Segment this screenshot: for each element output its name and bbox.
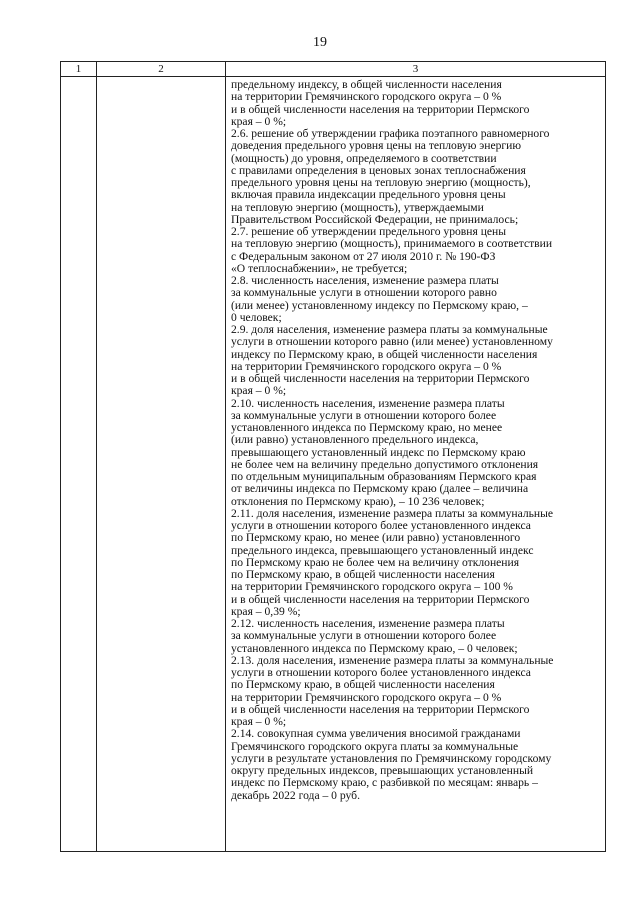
column-header-1: 1 — [61, 62, 97, 77]
text-line: (или менее) установленному индексу по Пермскому краю, – — [231, 298, 528, 312]
text-line: не более чем на величину предельно допустимого отклонения — [231, 457, 539, 471]
column-header-2: 2 — [97, 62, 226, 77]
text-line: края – 0 %; — [231, 715, 287, 728]
text-line: края – 0 %; — [231, 384, 287, 398]
text-line: за коммунальные услуги в отношении которого равно — [231, 286, 497, 300]
text-line: на территории Гремячинского городского округа – 0 % — [231, 90, 502, 104]
text-line: по отдельным муниципальным образованиям Пермского края — [231, 470, 537, 483]
table-body-row — [61, 77, 606, 852]
text-line: по Пермскому краю, но менее (или равно) установленного — [231, 531, 521, 545]
text-line: на территории Гремячинского городского округа – 0 % — [231, 359, 502, 373]
text-line: 2.6. решение об утверждении графика поэтапного равномерного — [231, 127, 550, 140]
text-line: по Пермскому краю, в общей численности населения — [231, 568, 495, 581]
text-line: индекс по Пермскому краю, с разбивкой по месяцам: январь – — [231, 776, 538, 790]
text-line: услуги в отношении которого более установленного индекса — [231, 666, 531, 679]
text-line: 2.14. совокупная сумма увеличения вносимой гражданами — [231, 727, 521, 741]
text-line: предельному индексу, в общей численности населения — [231, 78, 502, 91]
text-line: доведения предельного уровня цены на тепловую энергию — [231, 139, 522, 153]
text-line: на территории Гремячинского городского округа – 100 % — [231, 580, 513, 594]
text-line: на территории Гремячинского городского округа – 0 % — [231, 690, 502, 704]
text-line: установленного индекса по Пермскому краю, – 0 человек; — [231, 641, 518, 655]
text-line: и в общей численности населения на территории Пермского — [231, 702, 530, 716]
text-line: на тепловую энергию (мощность), утверждаемыми — [231, 200, 484, 214]
text-line: 2.10. численность населения, изменение размера платы — [231, 396, 505, 410]
text-line: предельного уровня цены на тепловую энергию (мощность), — [231, 176, 531, 189]
text-line: 2.13. доля населения, изменение размера платы за коммунальные — [231, 653, 554, 667]
table-header-row — [61, 62, 606, 77]
text-line: от величины индекса по Пермскому краю (далее – величина — [231, 482, 529, 496]
text-line: 2.11. доля населения, изменение размера платы за коммунальные — [231, 506, 554, 520]
column-1-cell — [61, 77, 97, 852]
text-line: «О теплоснабжении», не требуется; — [231, 261, 408, 275]
text-line: превышающего установленный индекс по Пермскому краю — [231, 445, 526, 459]
text-line: (или равно) установленного предельного индекса, — [231, 433, 479, 447]
text-line: за коммунальные услуги в отношении которого более — [231, 629, 497, 643]
text-line: по Пермскому краю, в общей численности населения — [231, 678, 495, 692]
column-3-text-cell — [226, 77, 606, 852]
text-line: отклонения по Пермскому краю), – 10 236 человек; — [231, 494, 485, 508]
text-line: услуги в отношении которого равно (или менее) установленному — [231, 335, 553, 349]
text-line: 2.8. численность населения, изменение размера платы — [231, 274, 499, 287]
text-line: услуги в отношении которого более установленного индекса — [231, 519, 531, 532]
text-line: (мощность) до уровня, определяемого в соответствии — [231, 151, 497, 165]
text-line: округу предельных индексов, превышающих установленный — [231, 764, 534, 777]
text-line: с правилами определения в ценовых зонах теплоснабжения — [231, 163, 526, 177]
text-line: и в общей численности населения на территории Пермского — [231, 102, 530, 116]
column-header-3: 3 — [226, 62, 606, 77]
text-line: края – 0,39 %; — [231, 604, 301, 618]
text-line: Правительством Российской Федерации, не принималось; — [231, 212, 519, 226]
text-line: 2.7. решение об утверждении предельного уровня цены — [231, 225, 507, 238]
text-line: 2.12. численность населения, изменение размера платы — [231, 617, 505, 630]
text-line: на тепловую энергию (мощность), принимаемого в соответствии — [231, 237, 553, 251]
text-line: Гремячинского городского округа платы за коммунальные — [231, 739, 519, 753]
page-number: 19 — [313, 35, 327, 50]
text-line: включая правила индексации предельного уровня цены — [231, 188, 506, 202]
text-line: 2.9. доля населения, изменение размера платы за коммунальные — [231, 323, 548, 336]
text-line: услуги в результате установления по Гремячинскому городскому — [231, 751, 552, 765]
text-line: и в общей численности населения на территории Пермского — [231, 592, 530, 606]
text-line: предельного индекса, превышающего установленный индекс — [231, 543, 534, 557]
text-line: установленного индекса по Пермскому краю, но менее — [231, 421, 503, 434]
text-line: края – 0 %; — [231, 114, 287, 128]
text-line: индексу по Пермскому краю, в общей численности населения — [231, 347, 538, 361]
text-line: с Федеральным законом от 27 июля 2010 г. № 190-ФЗ — [231, 249, 496, 263]
document-table — [60, 61, 606, 852]
text-line: по Пермскому краю не более чем на величину отклонения — [231, 555, 520, 569]
text-line: декабрь 2022 года – 0 руб. — [231, 788, 360, 802]
text-line: и в общей численности населения на территории Пермского — [231, 372, 530, 385]
text-line: за коммунальные услуги в отношении которого более — [231, 408, 497, 422]
text-line: 0 человек; — [231, 310, 282, 324]
column-2-cell — [97, 77, 226, 852]
